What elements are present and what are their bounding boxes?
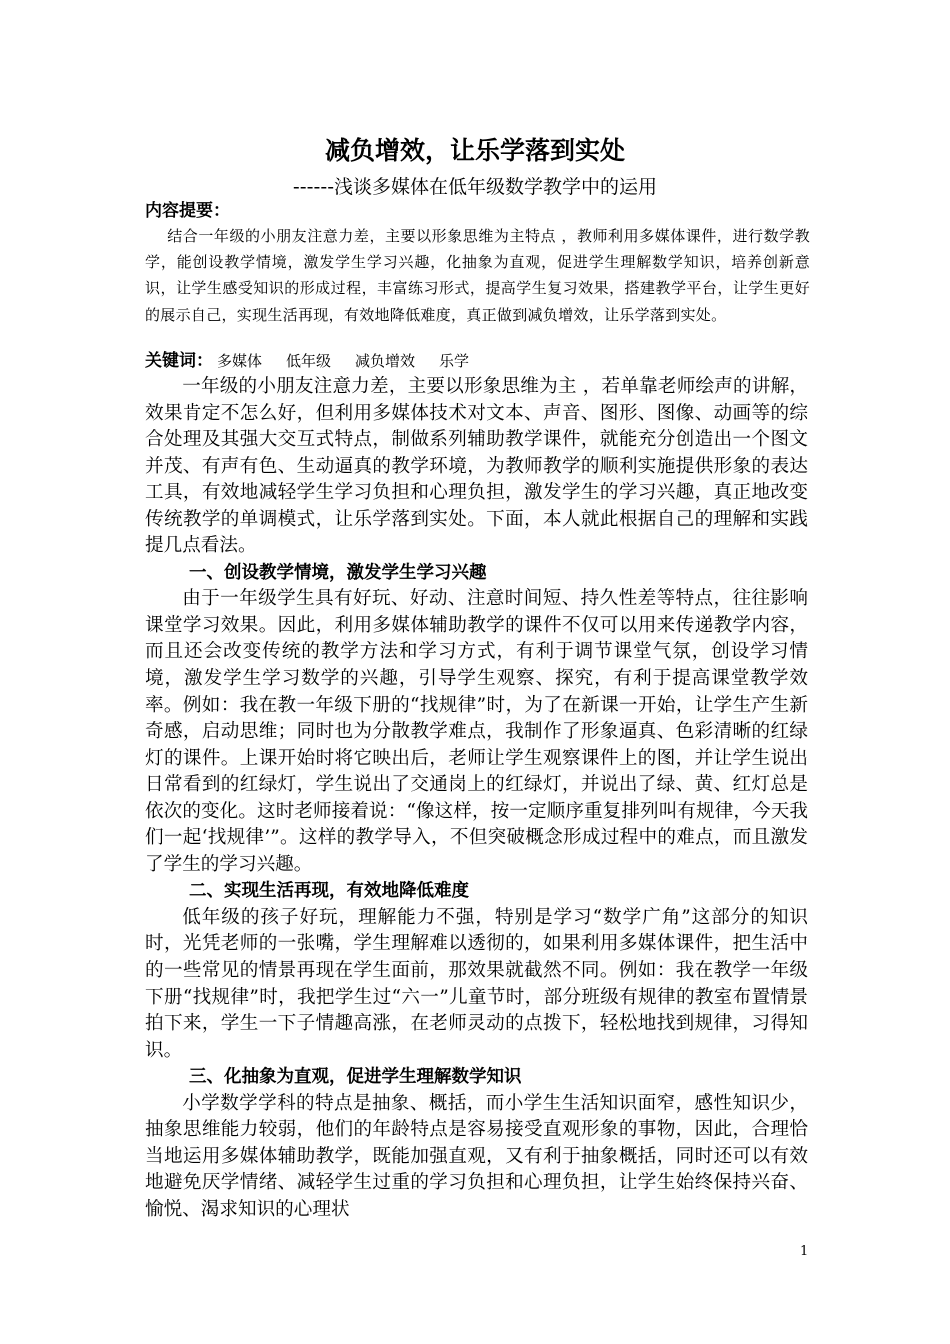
section-paragraph: 由于一年级学生具有好玩、好动、注意时间短、持久性差等特点，往往影响课堂学习效果。因此，利用多媒体辅助教学的课件不仅可以用来传递教学内容，而且还会改变传统的教学方法和学习方式，有利于调节课堂气氛，创设学习情境，激发学生学习数学的兴趣，引导学生观察、探究，有利于提高课堂教学效率。例如：我在教一年级下册的“找规律”时，为了在新课一开始，让学生产生新奇感，启动思维；同时也为分散教学难点，我制作了形象逼真、色彩清晰的红绿灯的课件。上课开始时将它映出后，老师让学生观察课件上的图，并让学生说出日常看到的红绿灯，学生说出了交通岗上的红绿灯，并说出了绿、黄、红灯总是依次的变化。这时老师接着说：“像这样，按一定顺序重复排列叫有规律，今天我们一起‘找规律’”。这样的教学导入，不但突破概念形成过程中的难点，而且激发了学生的学习兴趣。	[145, 588, 808, 875]
keywords-label: 关键词：	[145, 351, 213, 371]
section-heading: 一、创设教学情境，激发学生学习兴趣	[189, 562, 487, 583]
abstract-label: 内容提要：	[145, 201, 230, 221]
document-body	[145, 374, 808, 1224]
keyword: 乐学	[439, 352, 470, 370]
document-title: 减负增效，让乐学落到实处	[324, 136, 625, 165]
abstract-text: 结合一年级的小朋友注意力差，主要以形象思维为主特点 ，教师利用多媒体课件，进行数学教学，能创设教学情境，激发学生学习兴趣，化抽象为直观，促进学生理解数学知识，培养创新意识，让学生感受知识的形成过程，丰富练习形式，提高学生复习效果，搭建教学平台，让学生更好的展示自己，实现生活再现，有效地降低难度，真正做到减负增效，让乐学落到实处。	[145, 227, 810, 324]
intro-paragraph: 一年级的小朋友注意力差，主要以形象思维为主 ，若单靠老师绘声的讲解，效果肯定不怎么好，但利用多媒体技术对文本、声音、图形、图像、动画等的综合处理及其强大交互式特点，制做系列辅助教学课件，就能充分创造出一个图文并茂、有声有色、生动逼真的教学环境，为教师教学的顺利实施提供形象的表达工具，有效地减轻学生学习负担和心理负担，激发学生的学习兴趣，真正地改变传统教学的单调模式，让乐学落到实处。下面，本人就此根据自己的理解和实践提几点看法。	[145, 376, 808, 557]
keyword: 减负增效	[355, 352, 416, 370]
section-paragraph: 小学数学学科的特点是抽象、概括，而小学生生活知识面窄，感性知识少，抽象思维能力较弱，他们的年龄特点是容易接受直观形象的事物，因此，合理恰当地运用多媒体辅助教学，既能加强直观，又有利于抽象概括，同时还可以有效地避免厌学情绪、减轻学生过重的学习负担和心理负担，让学生始终保持兴奋、愉悦、渴求知识的心理状	[145, 1092, 808, 1220]
keyword: 多媒体	[217, 352, 263, 370]
section-paragraph: 低年级的孩子好玩，理解能力不强，特别是学习“数学广角”这部分的知识时，光凭老师的一张嘴，学生理解难以透彻的，如果利用多媒体课件，把生活中的一些常见的情景再现在学生面前，那效果就截然不同。例如：我在教学一年级下册“找规律”时，我把学生过“六一”儿童节时，部分班级有规律的教室布置情景拍下来，学生一下子情趣高涨，在老师灵动的点拨下，轻松地找到规律，习得知识。	[145, 906, 808, 1061]
page-number: 1	[800, 1244, 809, 1259]
keywords-row	[145, 349, 469, 375]
section-heading: 二、实现生活再现，有效地降低难度	[189, 881, 469, 902]
document-subtitle: ------浅谈多媒体在低年级数学教学中的运用	[292, 176, 658, 198]
section-heading: 三、化抽象为直观，促进学生理解数学知识	[189, 1067, 522, 1088]
keyword: 低年级	[286, 352, 332, 370]
